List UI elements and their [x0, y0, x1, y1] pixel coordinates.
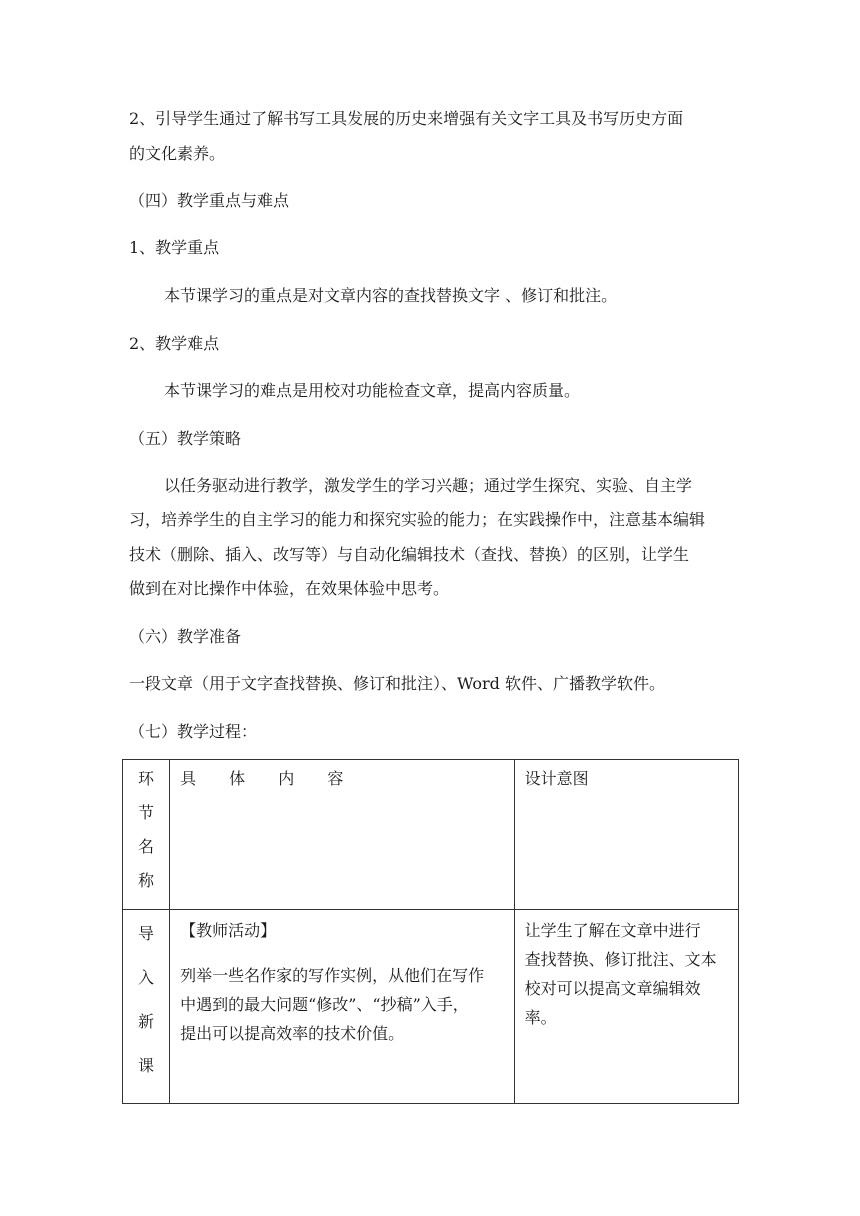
table-row	[123, 910, 739, 1104]
row-stage-name	[123, 910, 170, 1104]
section-5-line1: 以任务驱动进行教学，激发学生的学习兴趣；通过学生探究、实验、自主学	[164, 476, 693, 495]
section-4-1-heading: 1、教学重点	[129, 238, 220, 257]
header-content-char: 容	[327, 769, 344, 788]
header-stage-char: 称	[138, 871, 155, 890]
section-4-heading: （四）教学重点与难点	[129, 191, 290, 210]
stage-char: 课	[138, 1056, 155, 1075]
stage-char: 入	[138, 968, 155, 987]
header-content	[170, 760, 515, 910]
section-4-1-text: 本节课学习的重点是对文章内容的查找替换文字 、修订和批注。	[164, 286, 618, 305]
intent-line: 让学生了解在文章中进行	[524, 921, 701, 940]
section-7-heading: （七）教学过程：	[129, 722, 258, 741]
header-content-char: 内	[278, 769, 295, 788]
header-content-char: 体	[229, 769, 246, 788]
header-stage-name	[123, 760, 170, 910]
header-design-intent	[514, 760, 738, 910]
stage-char: 新	[138, 1012, 155, 1031]
row-design-intent	[514, 910, 738, 1104]
row-content	[170, 910, 515, 1104]
p1-line1: 2、引导学生通过了解书写工具发展的历史来增强有关文字工具及书写历史方面	[129, 109, 684, 128]
section-5-line4: 做到在对比操作中体验，在效果体验中思考。	[129, 579, 450, 598]
section-6-heading: （六）教学准备	[129, 627, 242, 646]
section-5-line2: 习，培养学生的自主学习的能力和探究实验的能力；在实践操作中，注意基本编辑	[129, 510, 706, 529]
teaching-process-table	[122, 759, 739, 1104]
stage-char: 导	[138, 924, 155, 943]
content-line: 中遇到的最大问题“修改”、“抄稿”入手，	[180, 995, 469, 1014]
intent-line: 查找替换、修订批注、文本	[524, 950, 717, 969]
section-4-2-heading: 2、教学难点	[129, 334, 220, 353]
content-line: 列举一些名作家的写作实例，从他们在写作	[180, 966, 485, 985]
header-content-char: 具	[180, 769, 197, 788]
header-stage-char: 名	[138, 837, 155, 856]
header-design-intent-label: 设计意图	[524, 769, 589, 788]
section-5-heading: （五）教学策略	[129, 429, 242, 448]
section-5-line3: 技术（删除、插入、改写等）与自动化编辑技术（查找、替换）的区别，让学生	[129, 545, 690, 564]
header-stage-char: 节	[138, 803, 155, 822]
intent-line: 校对可以提高文章编辑效	[524, 979, 701, 998]
section-6-text: 一段文章（用于文字查找替换、修订和批注）、Word 软件、广播教学软件。	[129, 674, 665, 693]
content-line: 提出可以提高效率的技术价值。	[180, 1024, 405, 1043]
section-4-2-text: 本节课学习的难点是用校对功能检查文章，提高内容质量。	[164, 381, 581, 400]
activity-label: 【教师活动】	[180, 921, 277, 940]
p1-line2: 的文化素养。	[129, 144, 226, 163]
header-stage-char: 环	[138, 769, 155, 788]
table-header-row	[123, 760, 739, 910]
intent-line: 率。	[524, 1008, 557, 1027]
